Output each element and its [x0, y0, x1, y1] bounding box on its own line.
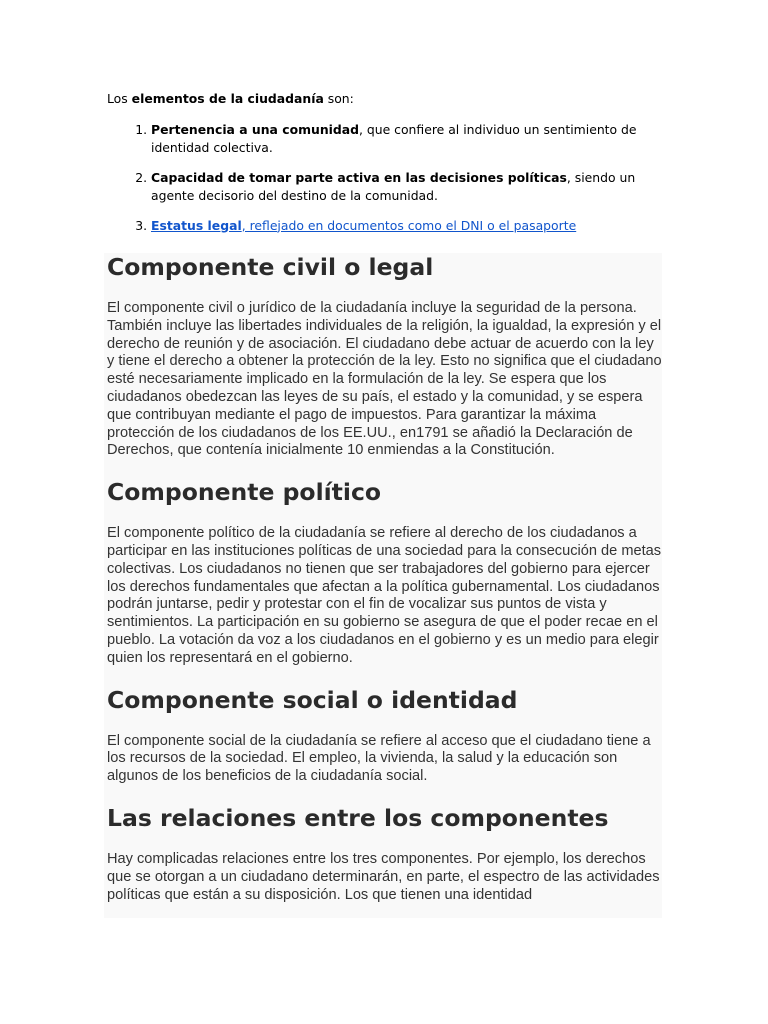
list-item — [151, 169, 662, 206]
section-paragraph: El componente civil o jurídico de la ciudadanía incluye la seguridad de la persona. También incluye las libertades individuales de la religión, la igualdad, la expresión y el derecho de reunión y de asociación. El ciudadano debe actuar de acuerdo con la ley y tiene el derecho a obtener la protección de la ley. Esto no significa que el ciudadano esté necesariamente implicado en la formulación de la ley. Se espera que los ciudadanos obedezcan las leyes de su país, el estado y la comunidad, y se espera que contribuyan mediante el pago de impuestos. Para garantizar la máxima protección de los ciudadanos de los EE.UU., en1791 se añadió la Declaración de Derechos, que contenía inicialmente 10 enmiendas a la Constitución. — [107, 300, 662, 459]
list-item — [151, 217, 662, 236]
section-heading: Componente político — [107, 478, 382, 507]
elements-list — [107, 121, 662, 236]
section-paragraph: El componente social de la ciudadanía se refiere al acceso que el ciudadano tiene a los recursos de la sociedad. El empleo, la vivienda, la salud y la educación son algunos de los beneficios de la ciudadanía social. — [107, 732, 651, 785]
list-item-bold: Estatus legal — [151, 217, 242, 233]
estatus-legal-link[interactable] — [151, 218, 576, 233]
section-heading: Las relaciones entre los componentes — [107, 803, 609, 832]
intro-lead — [107, 90, 662, 109]
list-item-text: , que confiere al individuo un sentimiento de identidad colectiva. — [151, 121, 637, 155]
section-heading: Componente civil o legal — [107, 253, 434, 281]
section-heading: Componente social o identidad — [107, 685, 518, 714]
list-item-text: , siendo un agente decisorio del destino de la comunidad. — [151, 169, 636, 203]
intro-lead-suffix: son: — [323, 91, 354, 106]
list-item-bold: Capacidad de tomar parte activa en las decisiones políticas — [151, 169, 567, 185]
list-item-text: , reflejado en documentos como el DNI o el pasaporte — [241, 217, 577, 233]
list-item-bold: Pertenencia a una comunidad — [151, 121, 359, 137]
intro-block — [107, 90, 662, 246]
article-body — [104, 253, 662, 918]
intro-lead-prefix: Los — [107, 91, 132, 106]
intro-lead-bold: elementos de la ciudadanía — [131, 91, 324, 106]
section-paragraph: El componente político de la ciudadanía se refiere al derecho de los ciudadanos a participar en las instituciones políticas de una sociedad para la consecución de metas colectivas. Los ciudadanos no tienen que ser trabajadores del gobierno para ejercer los derechos fundamentales que afectan a la política gubernamental. Los ciudadanos podrán juntarse, pedir y protestar con el fin de vocalizar sus puntos de vista y sentimientos. La participación en su gobierno se asegura de que el poder recae en el pueblo. La votación da voz a los ciudadanos en el gobierno y es un medio para elegir quien los representará en el gobierno. — [107, 525, 662, 666]
list-item — [151, 121, 662, 158]
section-paragraph: Hay complicadas relaciones entre los tres componentes. Por ejemplo, los derechos que se otorgan a un ciudadano determinarán, en parte, el espectro de las actividades políticas que están a su disposición. Los que tienen una identidad — [107, 850, 660, 903]
